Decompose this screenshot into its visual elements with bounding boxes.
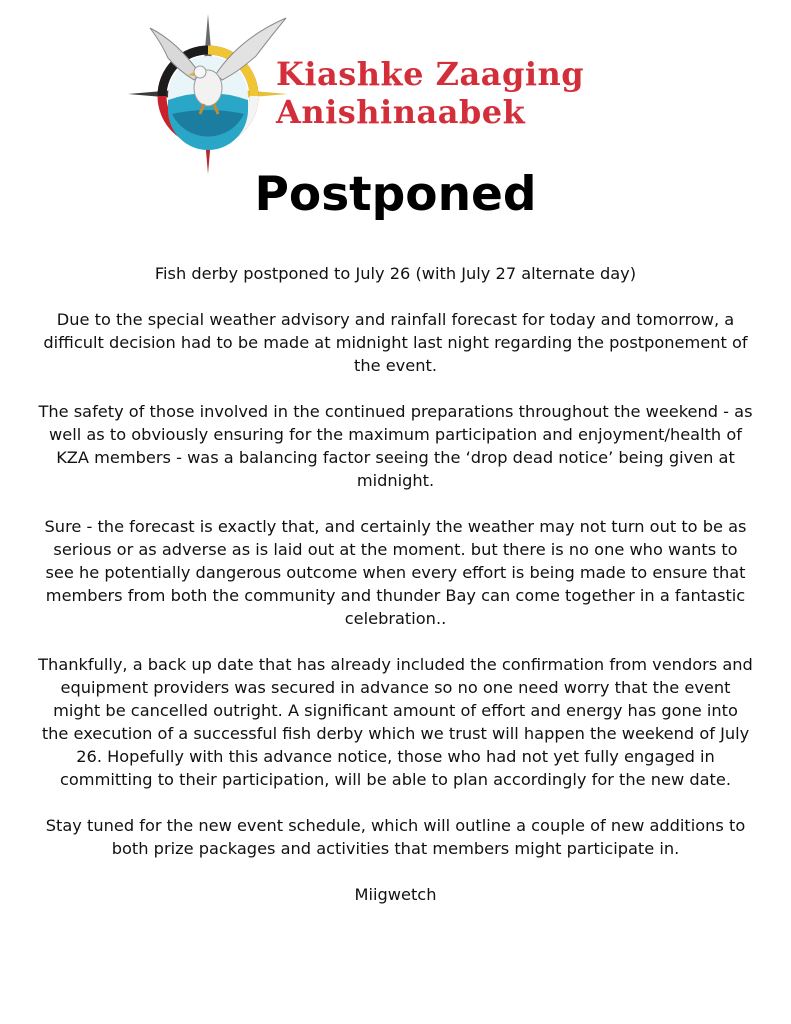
paragraph-safety: The safety of those involved in the continued preparations throughout the weekend - as well as to obviously ensuring for the maximum participation and enjoyment/health of KZA members - was a balancing factor seeing the ‘drop dead notice’ being given at midnight. [38,402,753,490]
paragraph-forecast: Sure - the forecast is exactly that, and certainly the weather may not turn out to be as serious or as adverse as is laid out at the moment. but there is no one who wants to see he potentially dangerous outcome when every effort is being made to ensure that members from both the community and thunder Bay can come together in a fantastic celebration.. [44,517,747,628]
signoff: Miigwetch [354,885,437,904]
header [0,0,791,180]
notice-headline: Fish derby postponed to July 26 (with July 27 alternate day) [154,264,637,283]
org-name [276,55,585,131]
org-name-line1: Kiashke Zaaging [276,55,585,93]
org-name-line2: Anishinaabek [276,93,526,131]
paragraph-backup-date: Thankfully, a back up date that has already included the confirmation from vendors and equipment providers was secured in advance so no one need worry that the event might be cancelled outright. A significant amount of effort and energy has gone into the execution of a successful fish derby which we trust will happen the weekend of July 26. Hopefully with this advance notice, those who had not yet fully engaged in committing to their participation, will be able to plan accordingly for the new date. [38,655,753,789]
notice-body [38,262,753,929]
page-title: Postponed [254,167,537,222]
eagle-compass-emblem-icon [128,14,288,174]
paragraph-reason: Due to the special weather advisory and rainfall forecast for today and tomorrow, a difficult decision had to be made at midnight last night regarding the postponement of the event. [43,310,748,375]
paragraph-stay-tuned: Stay tuned for the new event schedule, which will outline a couple of new additions to both prize packages and activities that members might participate in. [45,816,746,858]
